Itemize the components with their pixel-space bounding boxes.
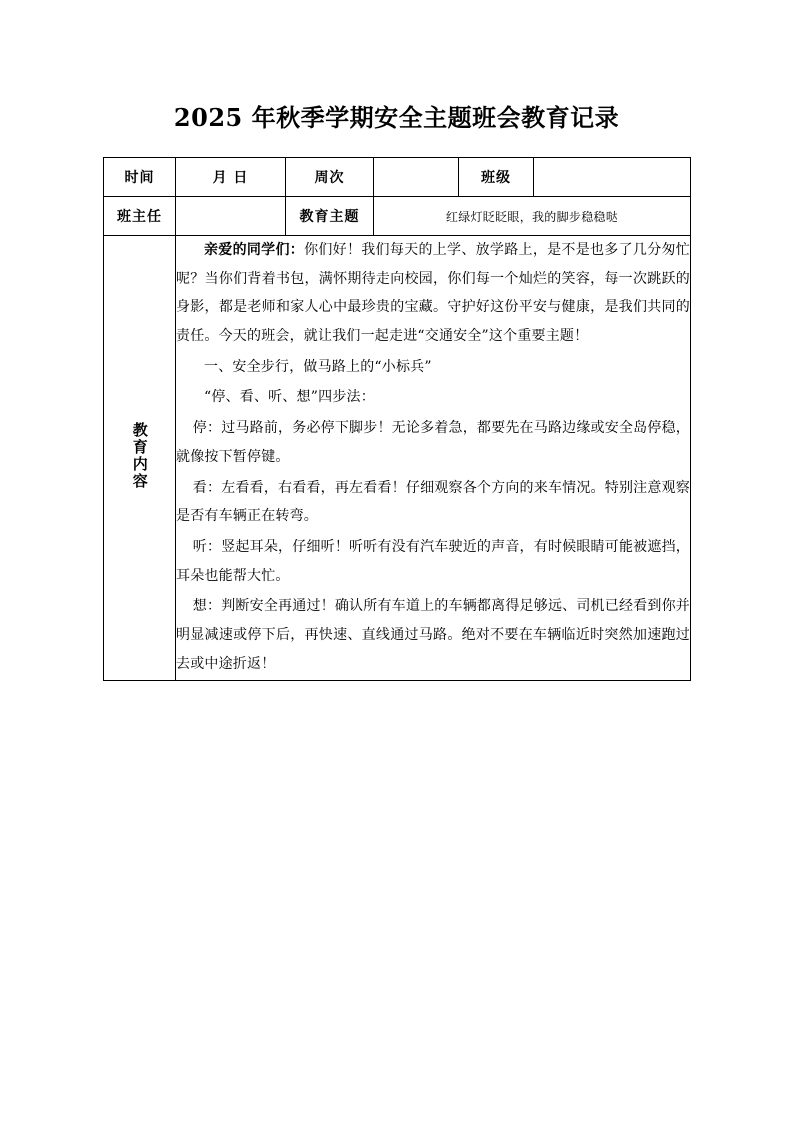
label-week: 周次 [286, 158, 374, 197]
content-paragraph: 停：过马路前，务必停下脚步！无论多着急，都要先在马路边缘或安全岛停稳，就像按下暂停键。 [176, 420, 690, 465]
table-row [104, 197, 691, 236]
value-week[interactable] [374, 158, 459, 197]
label-head-teacher: 班主任 [104, 197, 176, 236]
table-row [104, 236, 691, 681]
label-education-topic: 教育主题 [286, 197, 374, 236]
content-paragraph: “停、看、听、想”四步法： [204, 389, 375, 406]
page-title: 2025 年秋季学期安全主题班会教育记录 [173, 103, 620, 132]
content-paragraph: 听：竖起耳朵，仔细听！听听有没有汽车驶近的声音，有时候眼睛可能被遮挡，耳朵也能帮大忙。 [176, 538, 690, 584]
content-paragraph [176, 236, 690, 351]
content-text: 你们好！我们每天的上学、放学路上，是不是也多了几分匆忙呢？当你们背着书包，满怀期待走向校园，你们每一个灿烂的笑容，每一次跳跃的身影，都是老师和家人心中最珍贵的宝藏。守护好这份平安与健康，是我们共同的责任。今天的班会，就让我们一起走进“交通安全”这个重要主题！ [176, 242, 690, 345]
table-row [104, 158, 691, 197]
label-education-content-text: 教育内容 [130, 422, 149, 491]
content-paragraph: 看：左看看，右看看，再左看看！仔细观察各个方向的来车情况。特别注意观察是否有车辆正在转弯。 [176, 479, 690, 525]
safety-meeting-record-table [103, 157, 691, 681]
label-time: 时间 [104, 158, 176, 197]
value-head-teacher[interactable] [176, 197, 286, 236]
content-paragraph: 一、安全步行，做马路上的“小标兵” [204, 358, 432, 375]
label-education-content [104, 236, 176, 681]
label-class: 班级 [459, 158, 534, 197]
value-education-topic[interactable]: 红绿灯眨眨眼，我的脚步稳稳哒 [374, 197, 691, 236]
education-content-body [176, 236, 691, 681]
content-paragraph: 想：判断安全再通过！确认所有车道上的车辆都离得足够远、司机已经看到你并明显减速或停下后，再快速、直线通过马路。绝对不要在车辆临近时突然加速跑过去或中途折返！ [176, 598, 690, 672]
value-class[interactable] [534, 158, 691, 197]
content-lead: 亲爱的同学们： [204, 242, 305, 258]
value-time[interactable]: 月 日 [176, 158, 286, 197]
